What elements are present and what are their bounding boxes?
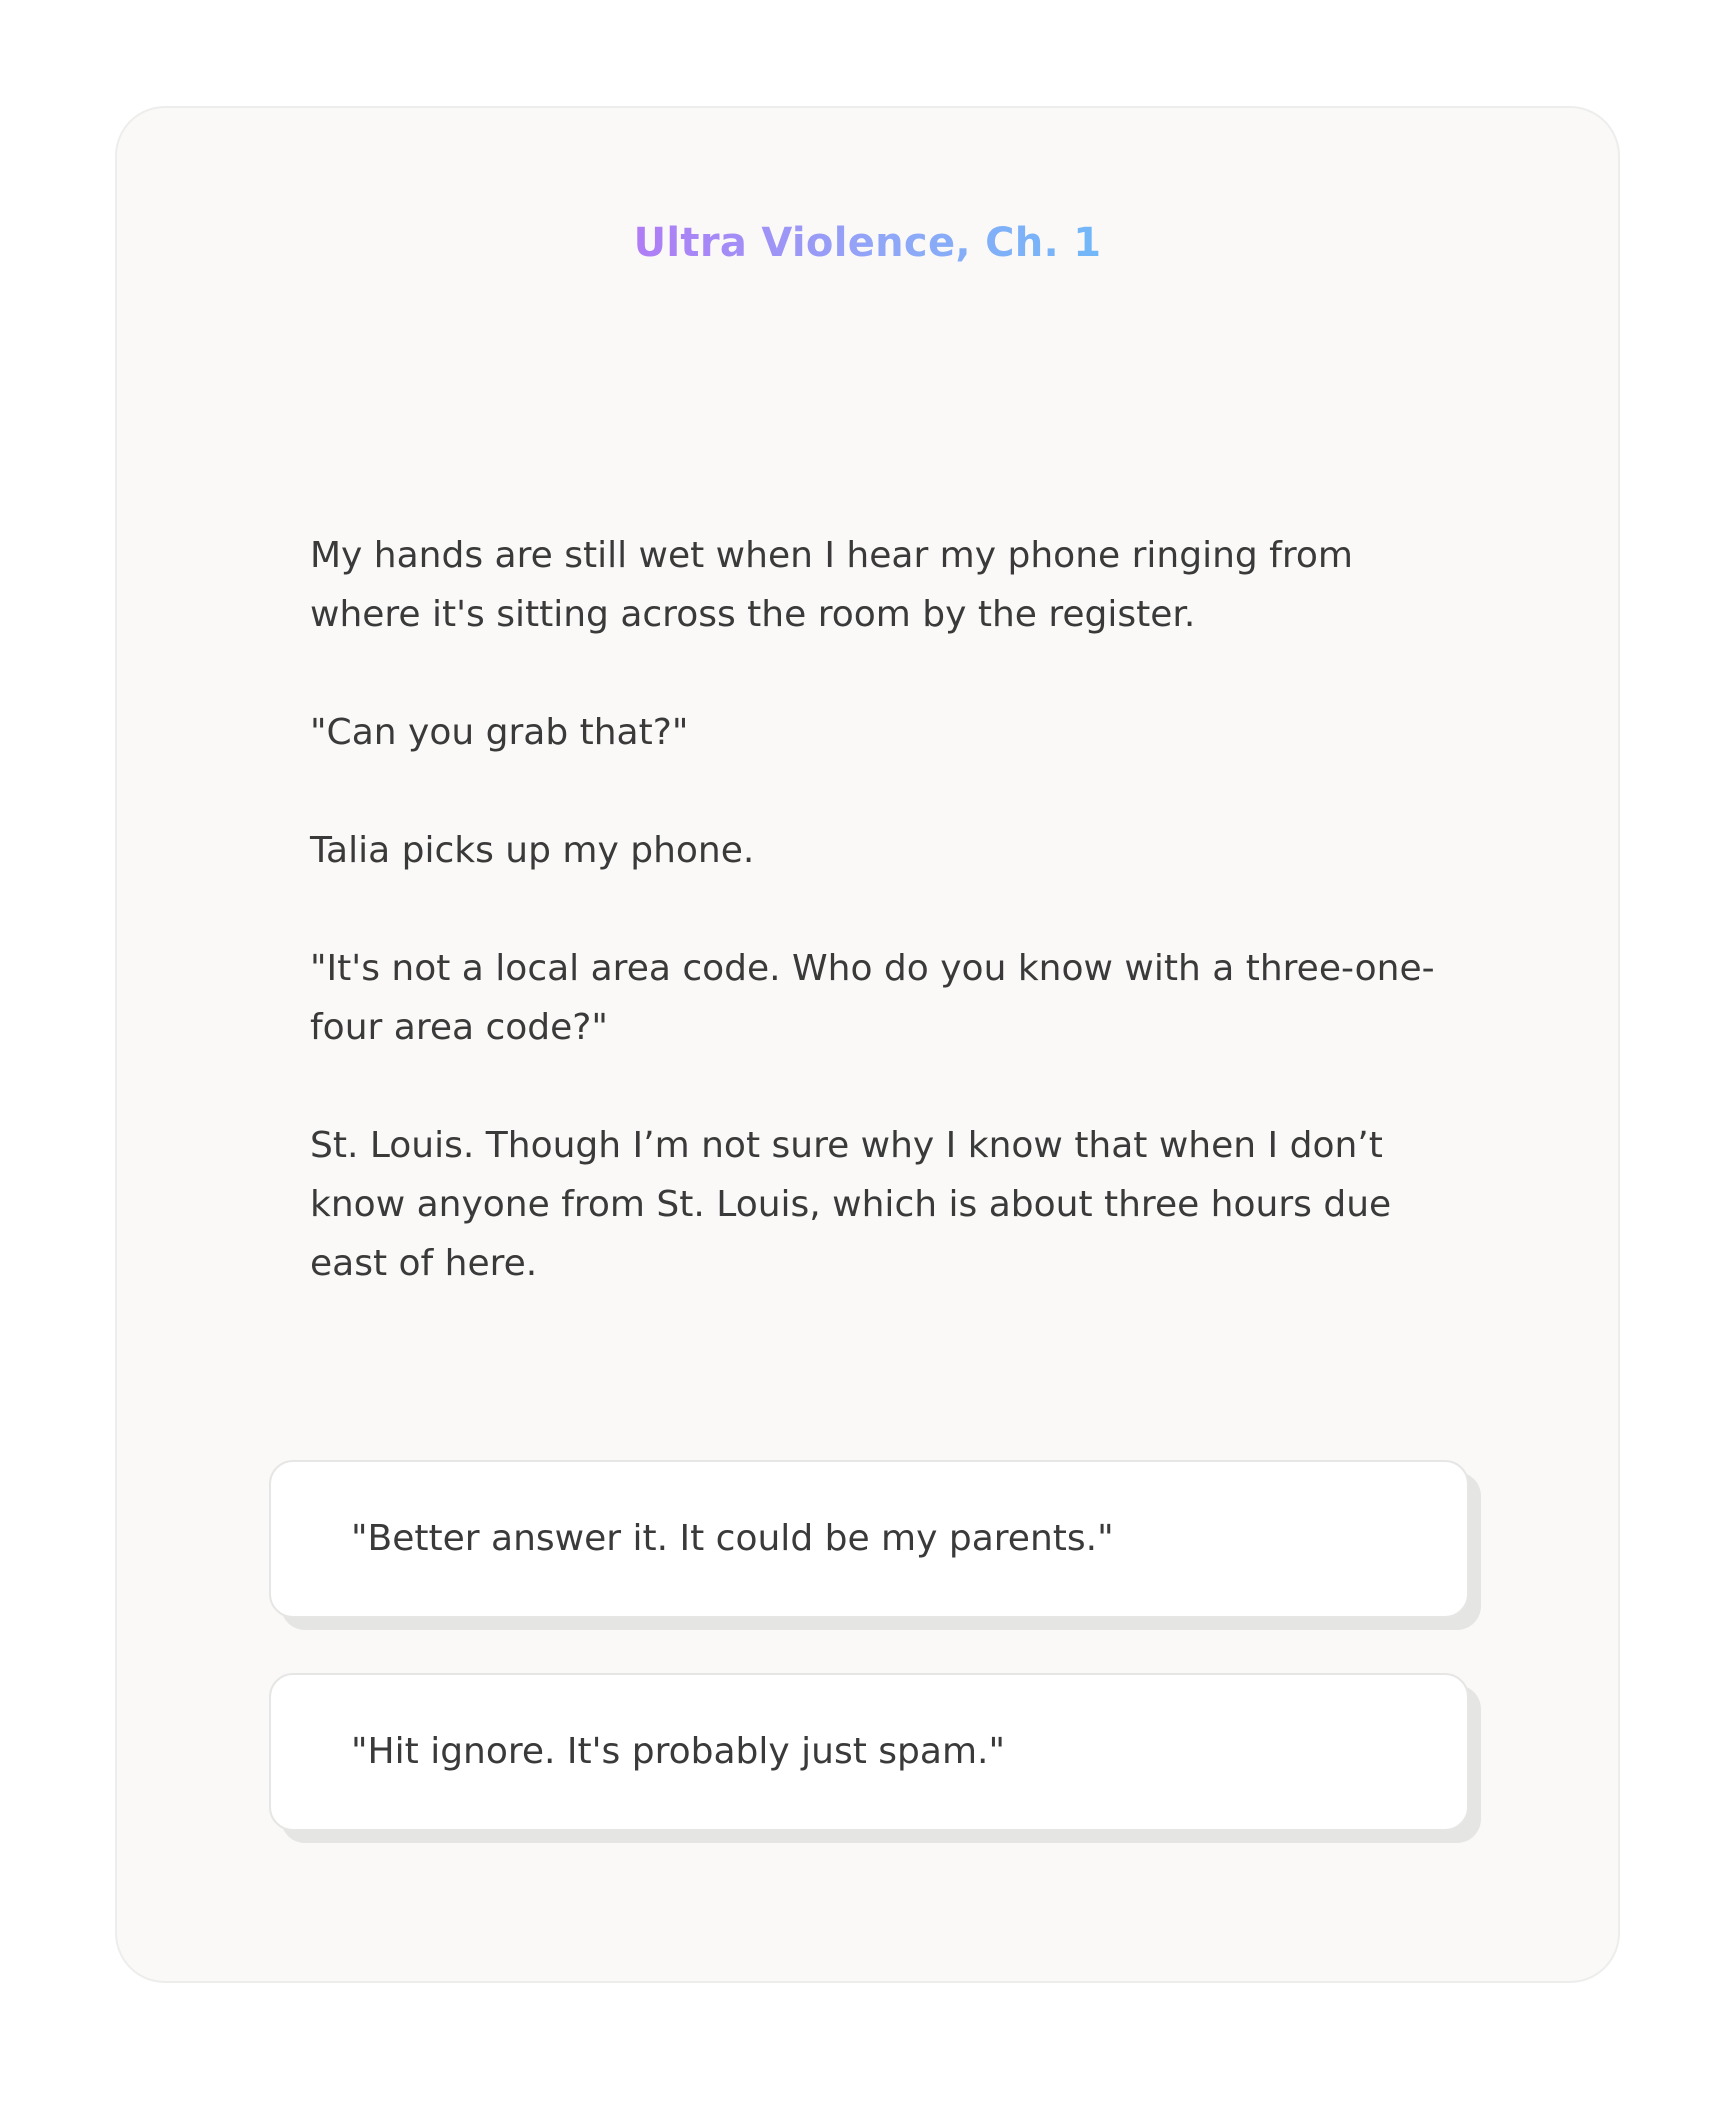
chapter-title [117, 220, 1618, 266]
choice-label: "Hit ignore. It's probably just spam." [351, 1731, 1006, 1772]
choice-button-answer[interactable] [269, 1460, 1469, 1618]
story-paragraph: My hands are still wet when I hear my phone ringing from where it's sitting across the room by the register. [310, 535, 1353, 635]
story-paragraph: St. Louis. Though I’m not sure why I know that when I don’t know anyone from St. Louis, which is about three hours due east of here. [310, 1125, 1392, 1284]
story-paragraph: "It's not a local area code. Who do you know with a three-one-four area code?" [310, 948, 1435, 1048]
story-text [310, 526, 1450, 1352]
chapter-title-text: Ultra Violence, Ch. 1 [633, 220, 1102, 266]
story-paragraph: Talia picks up my phone. [310, 830, 755, 871]
story-paragraph: "Can you grab that?" [310, 712, 689, 753]
choice-button-ignore[interactable] [269, 1673, 1469, 1831]
choice-label: "Better answer it. It could be my parents." [351, 1518, 1114, 1559]
story-card [115, 106, 1620, 1983]
